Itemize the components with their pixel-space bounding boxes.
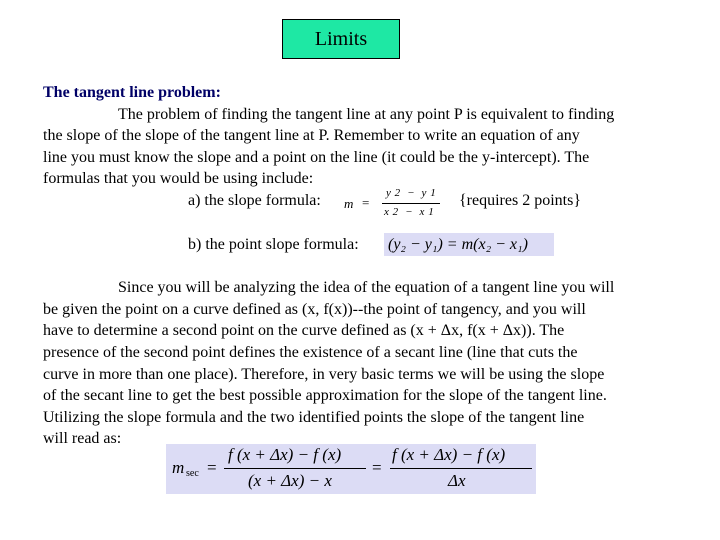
secant-fraction-bar-2 bbox=[390, 468, 532, 469]
para2-line-3: have to determine a second point on the curve defined as (x + Δx, f(x + Δx)). The bbox=[43, 322, 565, 339]
para2-line-6: of the secant line to get the best possible approximation for the slope of the tangent line. bbox=[43, 387, 607, 404]
secant-eq-1: = bbox=[207, 458, 217, 477]
secant-denominator-2: Δx bbox=[448, 471, 466, 490]
para1-line-4: formulas that you would be using include: bbox=[43, 170, 314, 187]
para2-line-2: be given the point on a curve defined as (x, f(x))--the point of tangency, and you will bbox=[43, 301, 586, 318]
para2-line-1: Since you will be analyzing the idea of the equation of a tangent line you will bbox=[118, 279, 615, 296]
secant-denominator-1: (x + Δx) − x bbox=[248, 471, 332, 490]
secant-formula bbox=[166, 444, 536, 494]
para2-line-5: curve in more than one place). Therefore, in very basic terms we will be using the slope bbox=[43, 366, 605, 383]
slope-fraction-bar bbox=[382, 203, 440, 204]
slope-formula-label: a) the slope formula: bbox=[188, 192, 321, 209]
slope-formula bbox=[340, 186, 444, 222]
para2-line-4: presence of the second point defines the existence of a secant line (line that cuts the bbox=[43, 344, 578, 361]
point-slope-label: b) the point slope formula: bbox=[188, 236, 359, 253]
page-title: Limits bbox=[314, 27, 368, 50]
title-box bbox=[282, 19, 400, 59]
para1-line-2: the slope of the slope of the tangent line at P. Remember to write an equation of any bbox=[43, 127, 580, 144]
slope-m: m bbox=[344, 196, 354, 211]
para2-line-7: Utilizing the slope formula and the two identified points the slope of the tangent line bbox=[43, 409, 585, 426]
para1-line-3: line you must know the slope and a point on the line (it could be the y-intercept). The bbox=[43, 149, 590, 166]
point-slope-formula: (y₂ − y₁) = m(x₂ − x₁) bbox=[384, 233, 554, 256]
secant-numerator-1: f (x + Δx) − f (x) bbox=[228, 445, 342, 464]
secant-m-sub: sec bbox=[186, 468, 199, 479]
slope-eq: = bbox=[362, 195, 370, 210]
slope-formula-note: {requires 2 points} bbox=[459, 192, 582, 209]
secant-numerator-2: f (x + Δx) − f (x) bbox=[392, 445, 506, 464]
secant-fraction-bar-1 bbox=[224, 468, 366, 469]
slope-denominator: x 2 − x 1 bbox=[384, 206, 435, 218]
secant-eq-2: = bbox=[372, 458, 382, 477]
para2-line-8: will read as: bbox=[43, 430, 122, 447]
section-heading: The tangent line problem: bbox=[43, 84, 221, 101]
para1-line-1: The problem of finding the tangent line at any point P is equivalent to finding bbox=[118, 106, 615, 123]
slope-numerator: y 2 − y 1 bbox=[386, 187, 437, 199]
secant-m: m bbox=[172, 458, 185, 477]
